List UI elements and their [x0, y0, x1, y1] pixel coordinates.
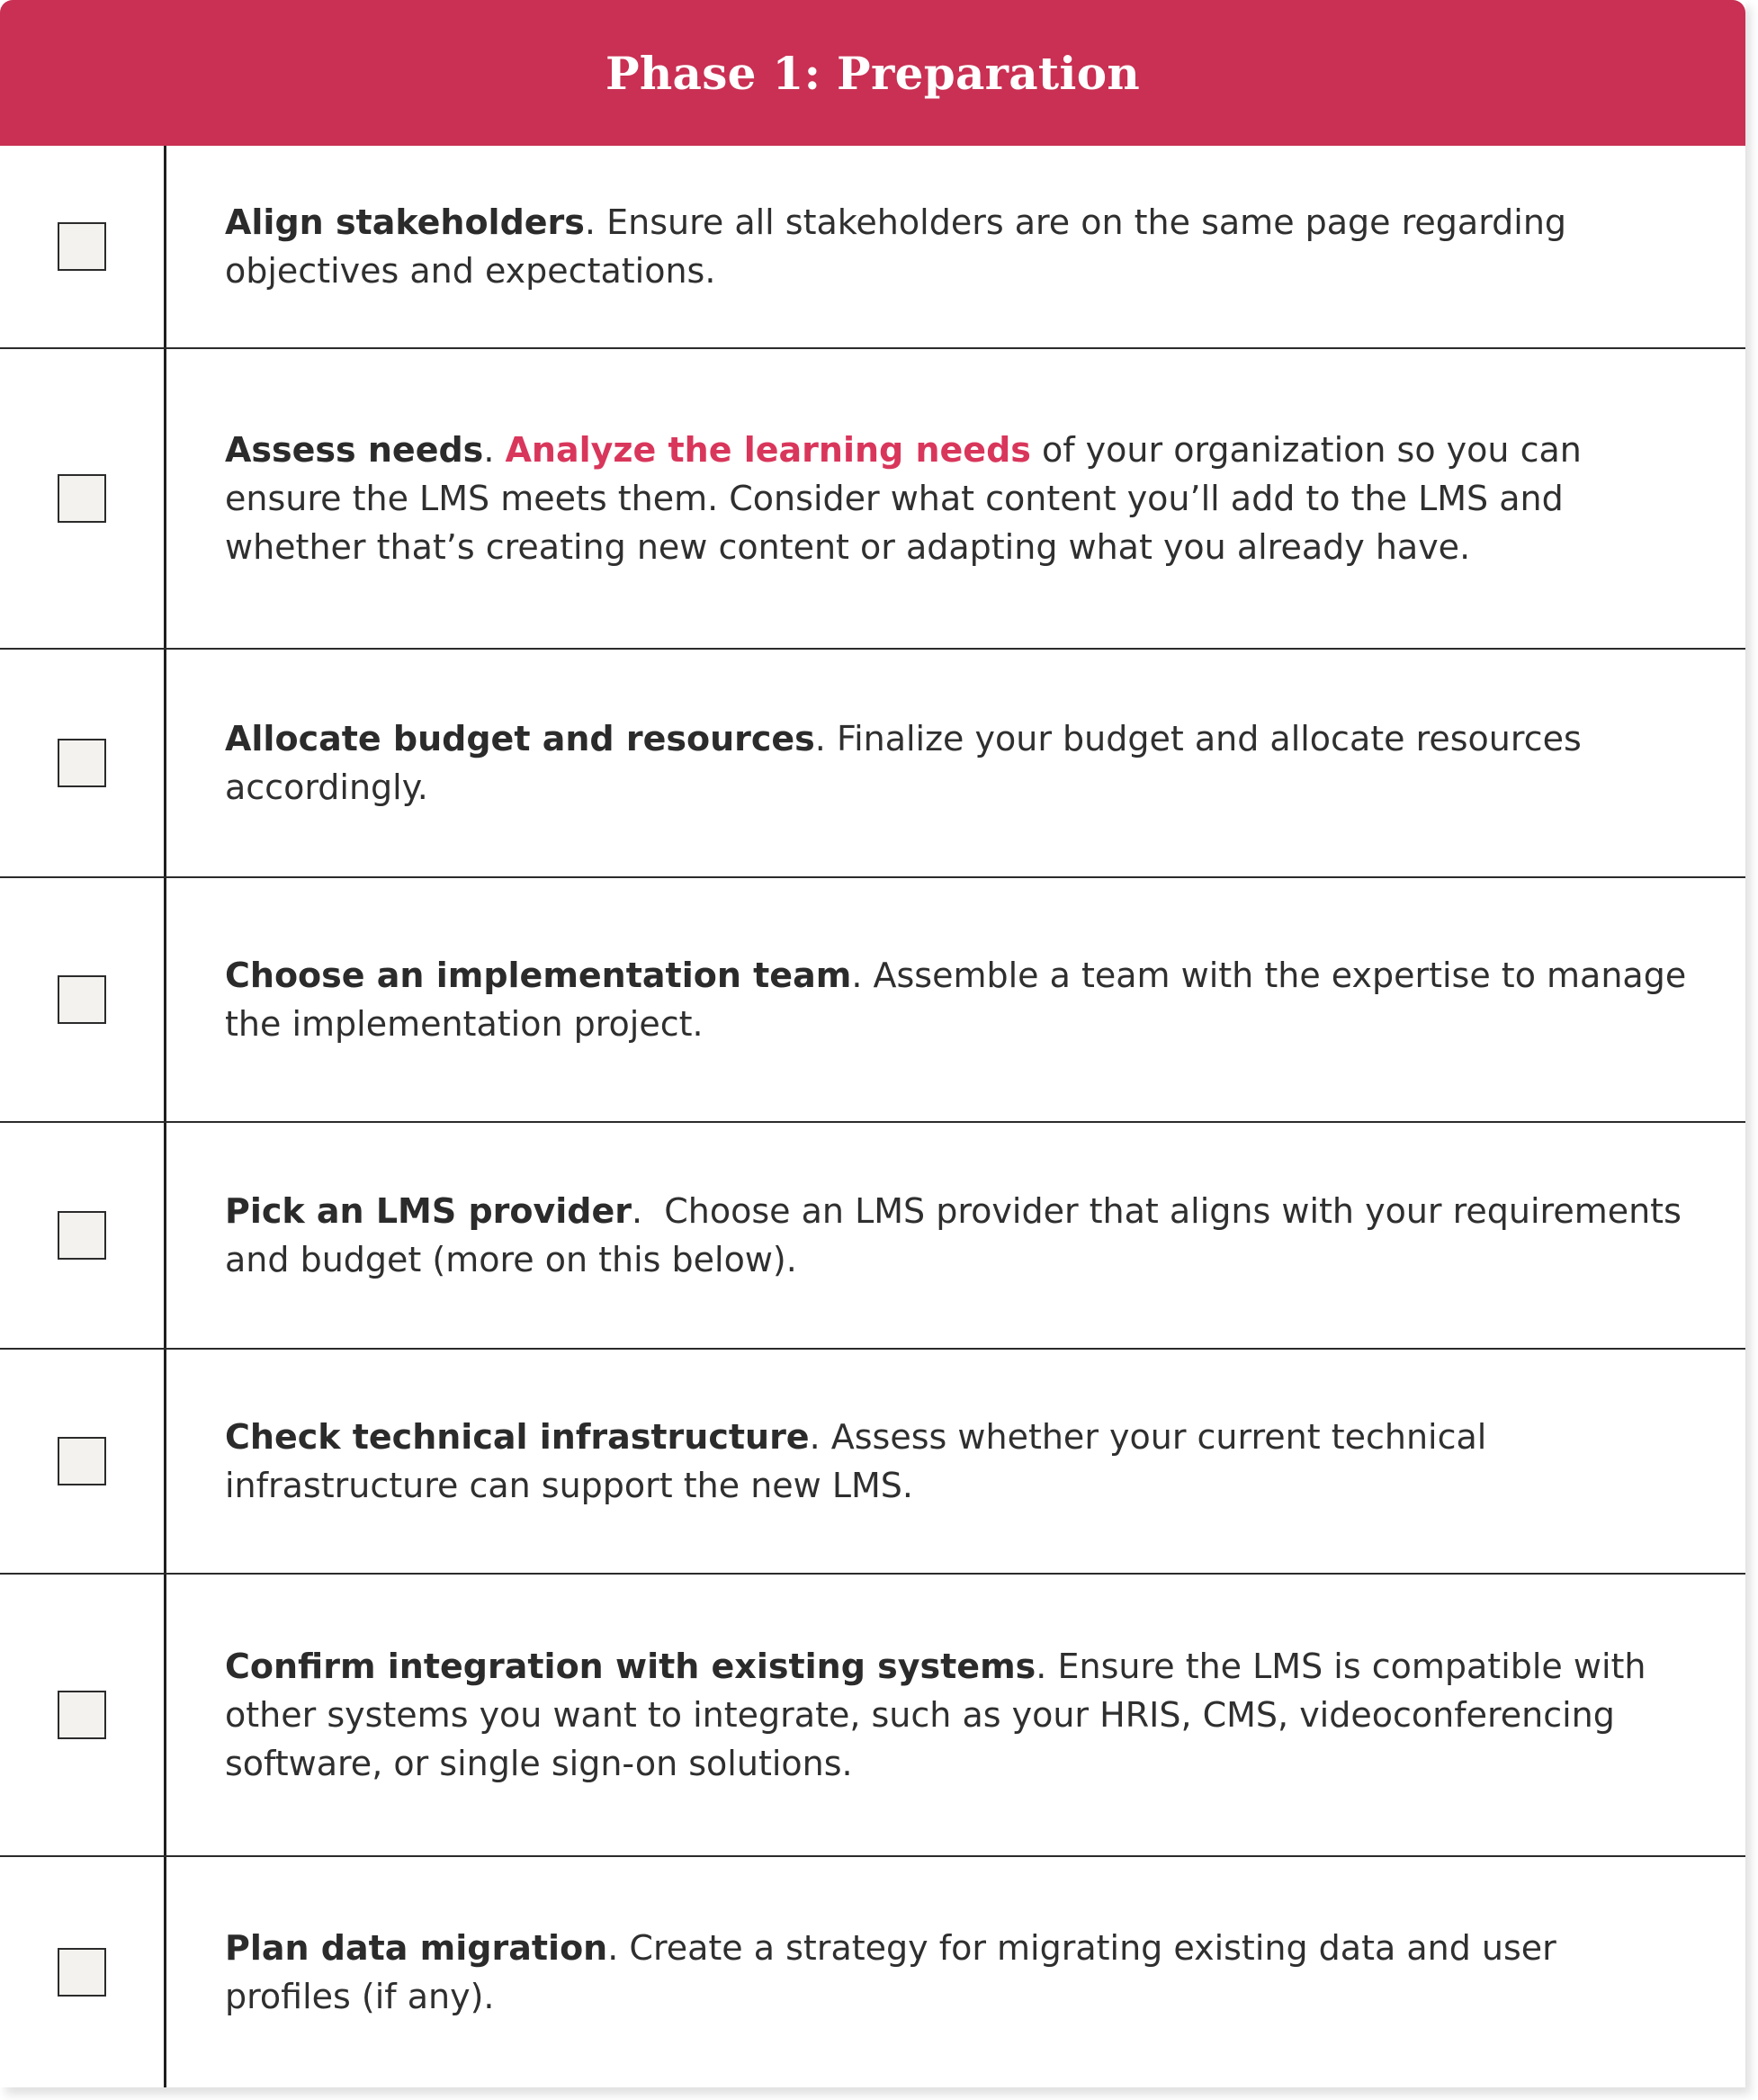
- item-title: Pick an LMS provider: [225, 1191, 632, 1231]
- checkbox-implementation-team[interactable]: [58, 975, 106, 1024]
- item-title: Assess needs: [225, 430, 484, 470]
- checkbox-data-migration[interactable]: [58, 1948, 106, 1997]
- item-text: [164, 1642, 1745, 1788]
- item-punct: .: [814, 719, 826, 758]
- item-punct: .: [809, 1417, 821, 1457]
- item-text: [164, 951, 1745, 1048]
- item-text: [164, 1187, 1745, 1284]
- checkbox-lms-provider[interactable]: [58, 1211, 106, 1260]
- item-description: Ensure the LMS is compatible with other systems you want to integrate, such as your HRIS, CMS, videoconferencing software, or single sign-on solutions.: [225, 1647, 1646, 1783]
- item-text: [164, 198, 1745, 295]
- checklist-row: [0, 650, 1745, 878]
- checklist-row: [0, 878, 1745, 1123]
- checklist-row: [0, 1123, 1745, 1350]
- checkbox-cell: [0, 975, 164, 1024]
- item-text: [164, 426, 1745, 571]
- checkbox-cell: [0, 1437, 164, 1485]
- item-description: Ensure all stakeholders are on the same page regarding objectives and expectations.: [225, 202, 1567, 291]
- checkbox-allocate-budget[interactable]: [58, 739, 106, 787]
- item-title: Choose an implementation team: [225, 956, 852, 995]
- item-description: Finalize your budget and allocate resources accordingly.: [225, 719, 1582, 807]
- checkbox-cell: [0, 1211, 164, 1260]
- analyze-learning-needs-link[interactable]: Analyze the learning needs: [505, 430, 1031, 470]
- checkbox-integration[interactable]: [58, 1691, 106, 1739]
- item-title: Plan data migration: [225, 1928, 608, 1968]
- checkbox-cell: [0, 1691, 164, 1739]
- checkbox-cell: [0, 739, 164, 787]
- checklist-row: [0, 349, 1745, 650]
- item-punct: .: [1036, 1647, 1047, 1686]
- item-description: Assemble a team with the expertise to manage the implementation project.: [225, 956, 1687, 1044]
- checkbox-cell: [0, 474, 164, 523]
- item-description: Create a strategy for migrating existing data and user profiles (if any).: [225, 1928, 1556, 2016]
- item-punct: .: [851, 956, 863, 995]
- checklist-row: [0, 1350, 1745, 1575]
- item-text: [164, 714, 1745, 812]
- checklist-row: [0, 1857, 1745, 2087]
- item-punct: .: [584, 202, 596, 242]
- checklist-row: [0, 146, 1745, 349]
- item-title: Confirm integration with existing systems: [225, 1647, 1036, 1686]
- item-punct: .: [607, 1928, 619, 1968]
- phase-header: [0, 0, 1745, 146]
- item-title: Allocate budget and resources: [225, 719, 815, 758]
- item-title: Check technical infrastructure: [225, 1417, 810, 1457]
- item-text: [164, 1924, 1745, 2021]
- item-description: of your organization so you can ensure the LMS meets them. Consider what content you’ll add to the LMS and whether that’s creating new content or adapting what you already have.: [225, 430, 1582, 567]
- phase-title: Phase 1: Preparation: [605, 46, 1140, 100]
- item-punct: .: [632, 1191, 643, 1231]
- checklist-table: [0, 146, 1745, 2087]
- item-description: Choose an LMS provider that aligns with your requirements and budget (more on this below).: [225, 1191, 1692, 1279]
- item-punct: .: [483, 430, 506, 470]
- checkbox-cell: [0, 222, 164, 271]
- checkbox-cell: [0, 1948, 164, 1997]
- checkbox-technical-infrastructure[interactable]: [58, 1437, 106, 1485]
- checkbox-assess-needs[interactable]: [58, 474, 106, 523]
- checkbox-align-stakeholders[interactable]: [58, 222, 106, 271]
- checklist-row: [0, 1575, 1745, 1857]
- item-text: [164, 1413, 1745, 1510]
- item-description: Assess whether your current technical infrastructure can support the new LMS.: [225, 1417, 1487, 1505]
- item-title: Align stakeholders: [225, 202, 585, 242]
